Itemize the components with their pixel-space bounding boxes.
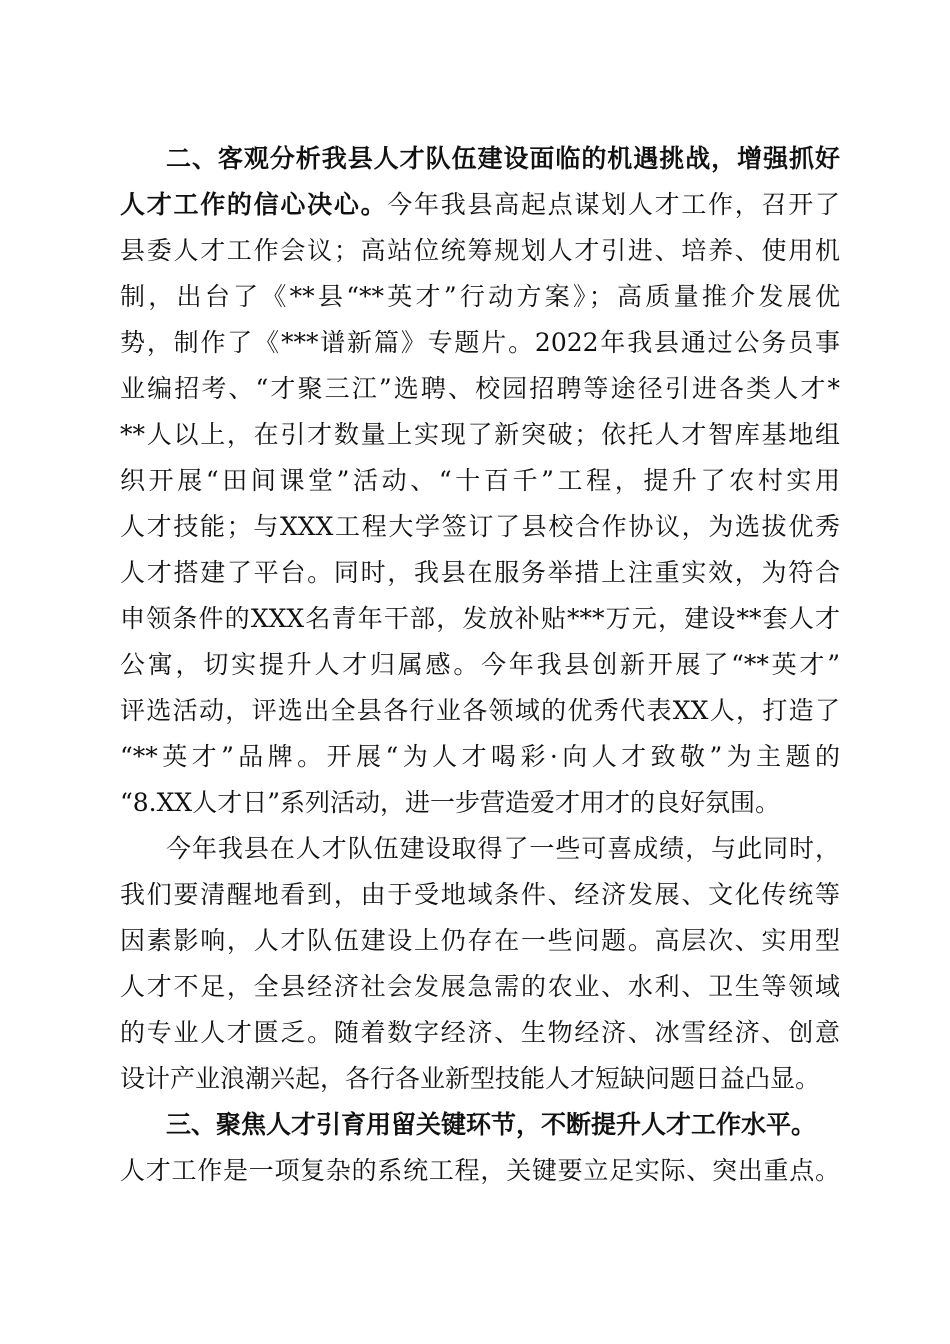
section-2-line-3: 县委人才工作会议；高站位统筹规划人才引进、培养、使用机 bbox=[120, 236, 840, 265]
issues-line-4: 人才不足，全县经济社会发展急需的农业、水利、卫生等领域 bbox=[120, 972, 840, 1001]
section-2-line-15: “8.XX人才日”系列活动，进一步营造爱才用才的良好氛围。 bbox=[120, 788, 781, 817]
section-2-paragraph bbox=[120, 136, 840, 826]
section-2-line-4: 制，出台了《**县“**英才”行动方案》；高质量推介发展优 bbox=[120, 282, 840, 311]
section-2-line-10: 人才搭建了平台。同时，我县在服务举措上注重实效，为符合 bbox=[120, 558, 840, 587]
issues-line-3: 因素影响，人才队伍建设上仍存在一些问题。高层次、实用型 bbox=[120, 926, 840, 955]
issues-paragraph bbox=[120, 826, 840, 1102]
section-2-line-8: 织开展“田间课堂”活动、“十百千”工程，提升了农村实用 bbox=[120, 466, 840, 495]
section-3-heading: 三、聚焦人才引育用留关键环节，不断提升人才工作水平。 bbox=[166, 1110, 817, 1139]
issues-line-5: 的专业人才匮乏。随着数字经济、生物经济、冰雪经济、创意 bbox=[120, 1018, 840, 1047]
section-2-line-5: 势，制作了《***谱新篇》专题片。2022年我县通过公务员事 bbox=[120, 328, 840, 357]
section-2-heading-line-1: 二、客观分析我县人才队伍建设面临的机遇挑战，增强抓好 bbox=[166, 144, 840, 173]
issues-line-2: 我们要清醒地看到，由于受地域条件、经济发展、文化传统等 bbox=[120, 880, 840, 909]
issues-line-1: 今年我县在人才队伍建设取得了一些可喜成绩，与此同时， bbox=[166, 834, 840, 863]
section-2-line-2 bbox=[120, 182, 840, 228]
section-2-line-9: 人才技能；与XXX工程大学签订了县校合作协议，为选拔优秀 bbox=[120, 512, 840, 541]
section-2-line-11: 申领条件的XXX名青年干部，发放补贴***万元，建设**套人才 bbox=[120, 604, 840, 633]
section-3-line-1: 人才工作是一项复杂的系统工程，关键要立足实际、突出重点。 bbox=[120, 1156, 840, 1185]
section-2-heading-line-2: 人才工作的信心决心。 bbox=[120, 190, 388, 219]
section-2-line-14: “**英才”品牌。开展“为人才喝彩·向人才致敬”为主题的 bbox=[120, 742, 840, 771]
section-2-line-12: 公寓，切实提升人才归属感。今年我县创新开展了“**英才” bbox=[120, 650, 840, 679]
section-2-line-7: **人以上，在引才数量上实现了新突破；依托人才智库基地组 bbox=[120, 420, 840, 449]
section-2-line-13: 评选活动，评选出全县各行业各领域的优秀代表XX人，打造了 bbox=[120, 696, 840, 725]
section-3-paragraph bbox=[120, 1102, 840, 1194]
section-2-line-6: 业编招考、“才聚三江”选聘、校园招聘等途径引进各类人才* bbox=[120, 374, 840, 403]
document-body bbox=[120, 136, 840, 1194]
issues-line-6: 设计产业浪潮兴起，各行各业新型技能人才短缺问题日益凸显。 bbox=[120, 1064, 821, 1093]
section-2-text: 今年我县高起点谋划人才工作，召开了 bbox=[387, 190, 840, 219]
